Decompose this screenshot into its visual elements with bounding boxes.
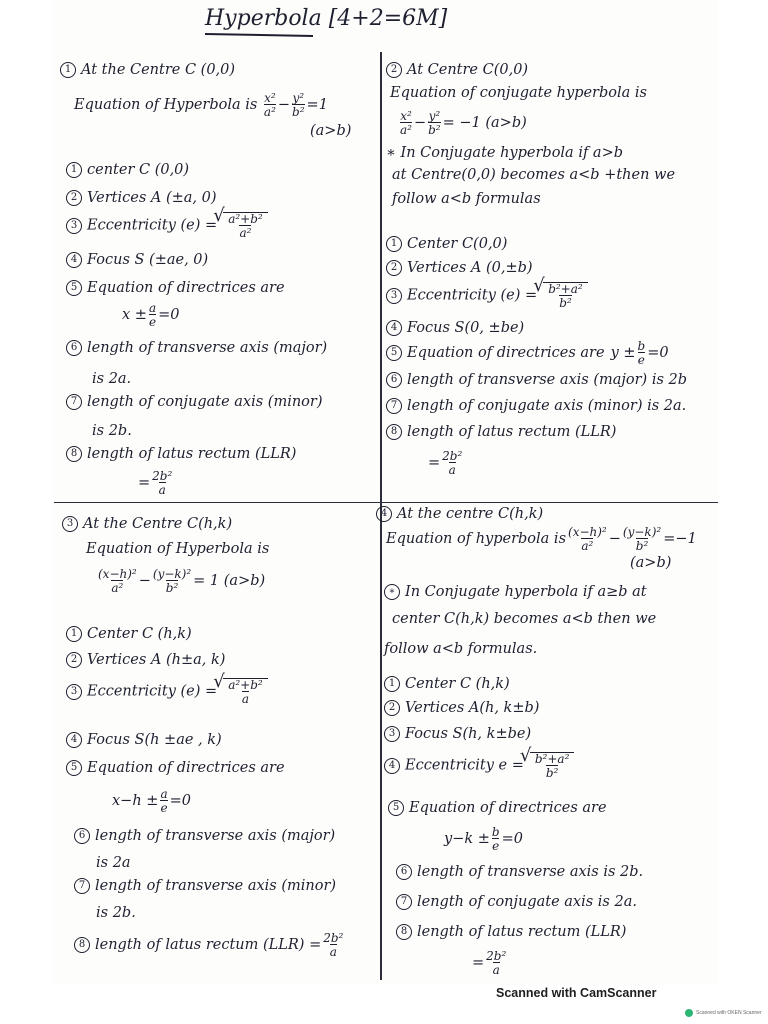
s1-item-4: 4 Focus S (±ae, 0): [66, 252, 208, 268]
s1-item-8: 8 length of latus rectum (LLR): [66, 446, 296, 462]
s3-item-2: 2 Vertices A (h±a, k): [66, 652, 225, 668]
s1-item-6: 6 length of transverse axis (major): [66, 340, 327, 356]
oken-logo-icon: [685, 1009, 693, 1017]
s2-heading: 2 At Centre C(0,0): [386, 62, 528, 78]
s2-llr-value: = $\frac{\text{2b²}}{a}$: [428, 449, 463, 477]
s1-item-7: 7 length of conjugate axis (minor): [66, 394, 323, 410]
s2-note-line-2: at Centre(0,0) becomes a<b +then we: [392, 167, 676, 183]
s2-item-8: 8 length of latus rectum (LLR): [386, 424, 616, 440]
oken-watermark: Scanned with OKEN Scanner: [685, 1009, 762, 1017]
s2-equation: $\frac{\text{x²}}{\text{a²}}$ − $\frac{\text{y²}}{\text{b²}}$ = −1 (a>b): [400, 109, 527, 137]
s2-item-2: 2 Vertices A (0,±b): [386, 260, 533, 276]
s4-item-4: 4 Eccentricity e = √ $\frac{\text{b²+a²}}{\text{b²}}$: [384, 752, 574, 779]
s1-item-3: 3 Eccentricity (e) = √ $\frac{\text{a²+b²}}{\text{a²}}$: [66, 212, 268, 239]
s3-directrix-eq: x−h ± $\frac{a}{e}$ =0: [112, 787, 191, 815]
s4-item-1: 1 Center C (h,k): [384, 676, 510, 692]
s4-item-8: 8 length of latus rectum (LLR): [396, 924, 626, 940]
s3-item-6: 6 length of transverse axis (major): [74, 828, 335, 844]
page-title: Hyperbola [4+2=6M]: [205, 6, 448, 31]
s1-llr-value: = $\frac{\text{2b²}}{a}$: [138, 469, 173, 497]
s3-major-value: is 2a: [96, 855, 131, 871]
camscanner-watermark: Scanned with CamScanner: [496, 986, 657, 1000]
s3-item-8: 8 length of latus rectum (LLR) = $\frac{\text{2b²}}{a}$: [74, 932, 345, 958]
s4-note-line-2: center C(h,k) becomes a<b then we: [392, 611, 657, 627]
s1-heading: 1 At the Centre C (0,0): [60, 62, 235, 78]
s3-item-1: 1 Center C (h,k): [66, 626, 192, 642]
s3-item-7: 7 length of transverse axis (minor): [74, 878, 336, 894]
s4-directrix-eq: y−k ± $\frac{b}{e}$ =0: [444, 825, 523, 853]
s3-item-4: 4 Focus S(h ±ae , k): [66, 732, 222, 748]
s2-note-line-1: ∗ In Conjugate hyperbola if a>b: [386, 145, 624, 161]
s4-item-3: 3 Focus S(h, k±be): [384, 726, 531, 742]
s1-minor-value: is 2b.: [92, 423, 132, 439]
s3-eq-label: Equation of Hyperbola is: [86, 541, 270, 557]
s4-item-7: 7 length of conjugate axis is 2a.: [396, 894, 637, 910]
s4-item-5: 5 Equation of directrices are: [388, 800, 607, 816]
s2-note-line-3: follow a<b formulas: [392, 191, 541, 207]
s4-condition: (a>b): [630, 555, 672, 571]
s4-item-6: 6 length of transverse axis is 2b.: [396, 864, 643, 880]
s2-item-1: 1 Center C(0,0): [386, 236, 507, 252]
s3-item-5: 5 Equation of directrices are: [66, 760, 285, 776]
s2-item-4: 4 Focus S(0, ±be): [386, 320, 524, 336]
s4-equation: Equation of hyperbola is $\frac{\text{(x−h)²}}{\text{a²}}$ − $\frac{\text{(y−k)²}}{\text{b²}}$ =−1: [386, 525, 697, 553]
s2-eq-label: Equation of conjugate hyperbola is: [390, 85, 647, 101]
s4-note-line-1: ∗ In Conjugate hyperbola if a≥b at: [384, 584, 647, 600]
s1-major-value: is 2a.: [92, 371, 132, 387]
s3-item-3: 3 Eccentricity (e) = √ $\frac{\text{a²+b²}}{a}$: [66, 678, 268, 705]
s3-equation: $\frac{\text{(x−h)²}}{\text{a²}}$ − $\frac{\text{(y−k)²}}{\text{b²}}$ = 1 (a>b): [98, 567, 266, 595]
s2-item-3: 3 Eccentricity (e) = √ $\frac{\text{b²+a²}}{\text{b²}}$: [386, 282, 588, 309]
s4-llr-value: = $\frac{\text{2b²}}{a}$: [472, 949, 507, 977]
s1-item-2: 2 Vertices A (±a, 0): [66, 190, 217, 206]
s1-condition: (a>b): [310, 123, 352, 139]
s1-item-5: 5 Equation of directrices are: [66, 280, 285, 296]
s1-directrix-eq: x ± $\frac{a}{e}$ =0: [122, 301, 180, 329]
s4-heading: 4 At the centre C(h,k): [376, 506, 543, 522]
s4-item-2: 2 Vertices A(h, k±b): [384, 700, 539, 716]
s1-equation: Equation of Hyperbola is $\frac{\text{x²}}{\text{a²}}$ − $\frac{\text{y²}}{\text{b²}}$ =1: [74, 91, 328, 119]
s3-minor-value: is 2b.: [96, 905, 136, 921]
horizontal-divider: [54, 502, 718, 503]
s4-note-line-3: follow a<b formulas.: [384, 641, 538, 657]
s1-item-1: 1 center C (0,0): [66, 162, 189, 178]
s2-item-5: 5 Equation of directrices are y ± $\frac{b}{e}$ =0: [386, 340, 669, 366]
s2-item-6: 6 length of transverse axis (major) is 2b: [386, 372, 687, 388]
s2-item-7: 7 length of conjugate axis (minor) is 2a.: [386, 398, 686, 414]
s3-heading: 3 At the Centre C(h,k): [62, 516, 232, 532]
